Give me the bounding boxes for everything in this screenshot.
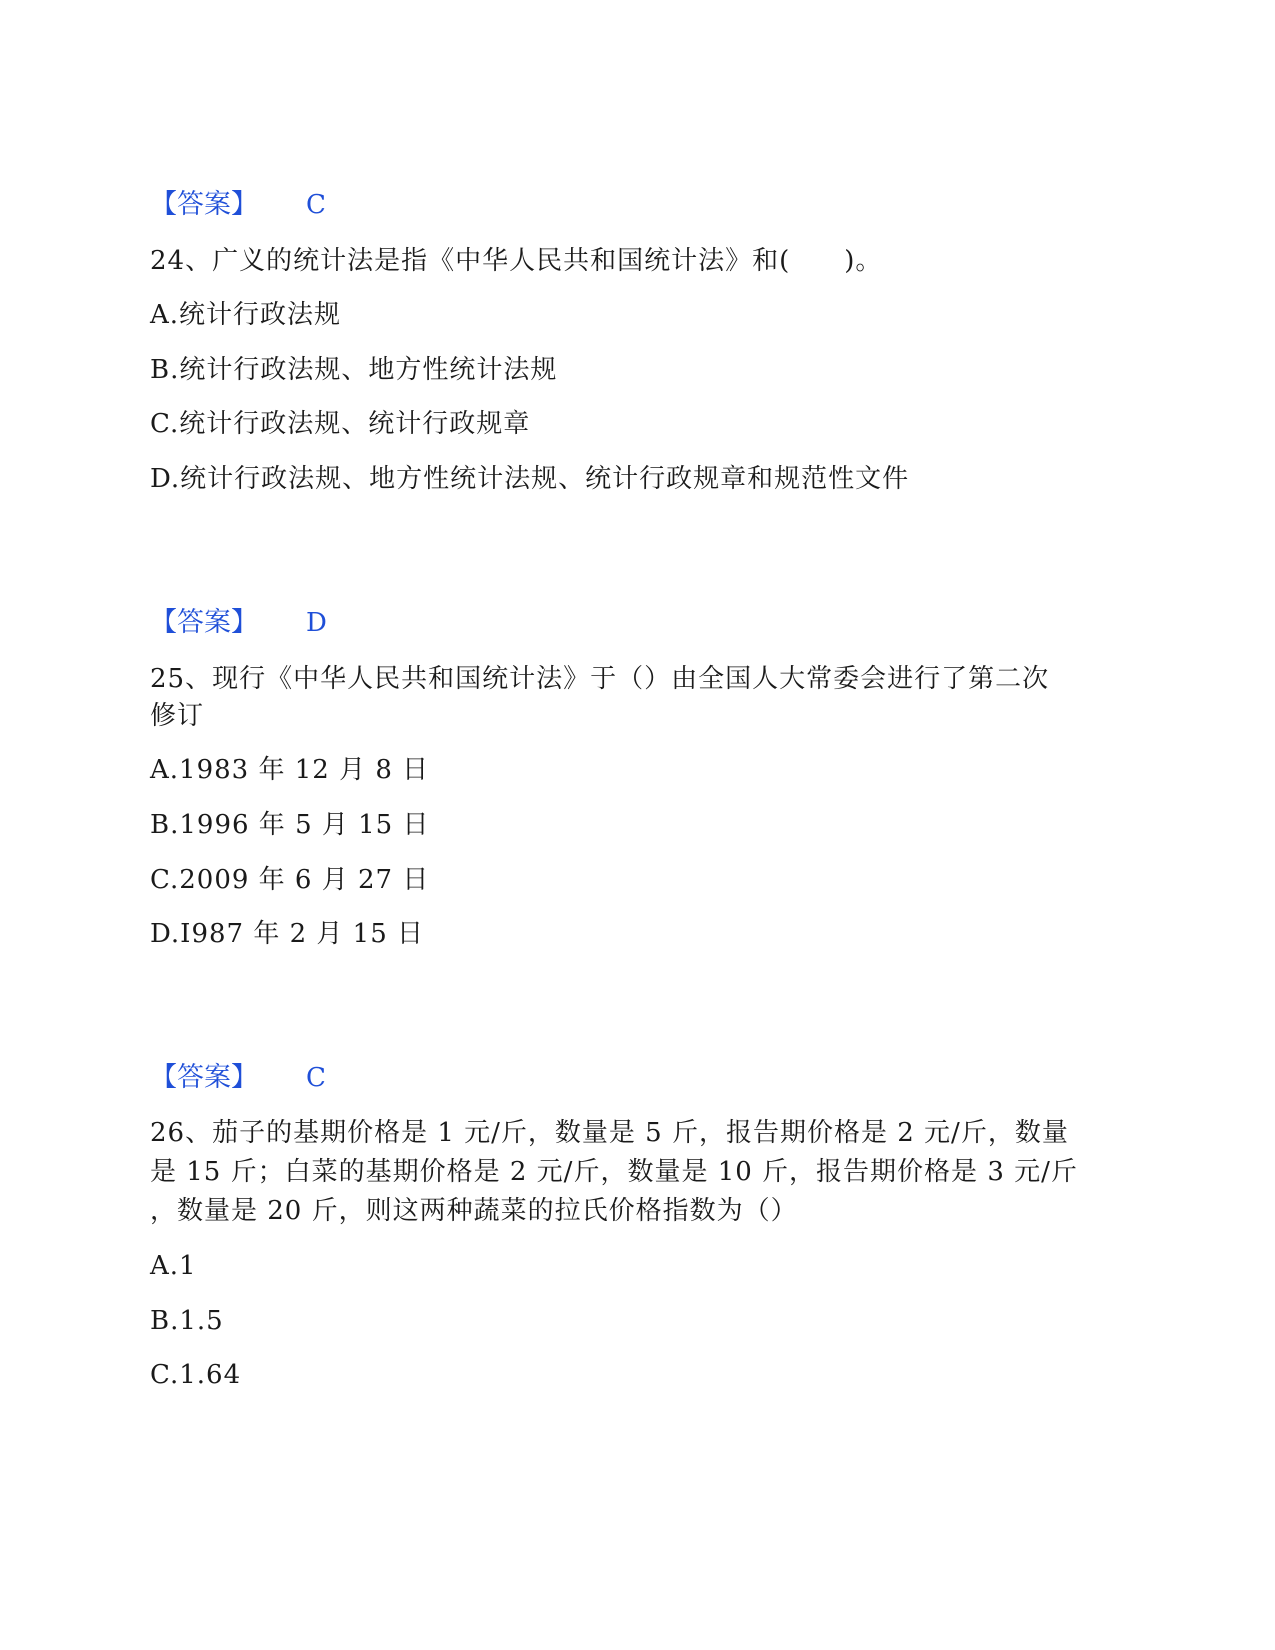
answer-row-24 xyxy=(150,604,327,642)
question-26-text-line1: 26、茄子的基期价格是 1 元/斤，数量是 5 斤，报告期价格是 2 元/斤，数量 xyxy=(150,1118,1069,1148)
question-26-option-c: C.1.64 xyxy=(150,1360,242,1390)
question-24-option-b: B.统计行政法规、地方性统计法规 xyxy=(150,355,558,385)
question-25-option-d: D.I987 年 2 月 15 日 xyxy=(150,919,425,949)
question-26-option-a: A.1 xyxy=(150,1251,197,1281)
answer-value: D xyxy=(306,608,327,638)
question-25-option-c: C.2009 年 6 月 27 日 xyxy=(150,865,430,895)
question-24-option-c: C.统计行政法规、统计行政规章 xyxy=(150,409,531,439)
answer-value: C xyxy=(306,1063,326,1093)
question-24-option-d: D.统计行政法规、地方性统计法规、统计行政规章和规范性文件 xyxy=(150,464,910,494)
answer-row-23 xyxy=(150,186,326,224)
question-26-option-b: B.1.5 xyxy=(150,1306,224,1336)
question-25-option-b: B.1996 年 5 月 15 日 xyxy=(150,810,430,840)
answer-label: 【答案】 xyxy=(150,1062,258,1093)
question-25-option-a: A.1983 年 12 月 8 日 xyxy=(150,755,430,785)
question-24-option-a: A.统计行政法规 xyxy=(150,300,342,330)
question-24-text: 24、广义的统计法是指《中华人民共和国统计法》和( )。 xyxy=(150,246,883,276)
question-26-text-line3: ，数量是 20 斤，则这两种蔬菜的拉氏价格指数为（） xyxy=(150,1196,798,1226)
answer-label: 【答案】 xyxy=(150,189,258,220)
question-25-text-line2: 修订 xyxy=(150,701,205,731)
question-25-text-line1: 25、现行《中华人民共和国统计法》于（）由全国人大常委会进行了第二次 xyxy=(150,664,1050,694)
answer-row-25 xyxy=(150,1059,326,1097)
question-26-text-line2: 是 15 斤；白菜的基期价格是 2 元/斤，数量是 10 斤，报告期价格是 3 元/斤 xyxy=(150,1157,1078,1187)
answer-label: 【答案】 xyxy=(150,607,258,638)
answer-value: C xyxy=(306,190,326,220)
